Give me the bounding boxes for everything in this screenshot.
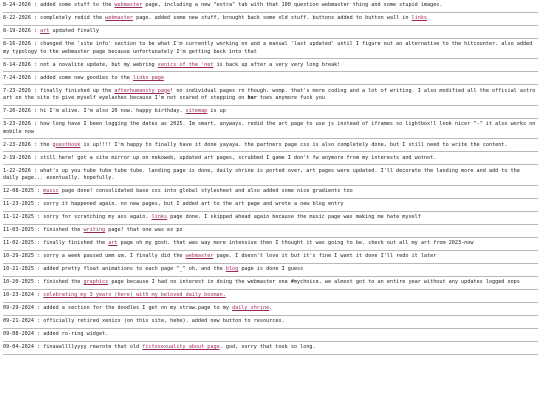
log-entry xyxy=(3,329,538,342)
log-entry xyxy=(3,119,538,139)
log-entry-link[interactable]: art xyxy=(40,28,50,35)
log-entry-text: 3-23-2026 : how long have I been logging the dates as 2025. Im smart. anyways. redid the art page to use js instead of iframes so lightbox!l look nicer ^-^ it also works on mobile now xyxy=(3,121,539,135)
log-entry xyxy=(3,199,538,212)
log-entry xyxy=(3,13,538,26)
log-entry-link[interactable]: writing xyxy=(83,226,106,233)
log-entry xyxy=(3,316,538,329)
log-entry-text: 8-24-2026 : added some stuff to the xyxy=(3,2,115,9)
log-entry-text: 8-22-2026 : completely redid the xyxy=(3,15,106,22)
log-entry-link[interactable]: webmaster xyxy=(105,15,133,22)
log-entry-text: page oh my gosh. that was way more intensive then I thought it was going to be. check out all my art from 2023-now xyxy=(117,239,474,246)
log-entry-link[interactable]: daily shrine xyxy=(232,304,270,311)
log-entry-text: is up!!!! I'm happy to finally have it done yayaya. the partners page css is also completely done, but I still need to write the content. xyxy=(80,141,508,148)
log-entry-text: page. I doesn't love it but it's fine I want it done I'll redo it later xyxy=(213,252,437,259)
log-entry-text: 10-20-2025 : finished the xyxy=(3,278,84,285)
log-entry xyxy=(3,342,538,355)
log-entry xyxy=(3,106,538,119)
log-entry-link[interactable]: fictosexuality about page xyxy=(142,343,220,350)
log-entry-text: 09-04-2024 : finaaallllyyyy rewrote that old xyxy=(3,343,143,350)
log-entry-text: page! that one was ez pz xyxy=(105,226,183,233)
log-entry-link[interactable]: links page xyxy=(133,74,164,81)
log-entry-text: 11-03-2025 : finished the xyxy=(3,226,84,233)
log-entry xyxy=(3,72,538,85)
log-entry-link[interactable]: art xyxy=(108,239,118,246)
log-entry-text: is up xyxy=(207,108,226,115)
log-entry-text: 8-19-2026 : xyxy=(3,28,41,35)
log-entry xyxy=(3,152,538,165)
log-entry xyxy=(3,26,538,39)
log-entry xyxy=(3,225,538,238)
log-entry-text: 7-24-2026 : added some new goodies to the xyxy=(3,74,133,81)
log-entry-text: 7-23-2026 : finally finished up the xyxy=(3,87,115,94)
log-entry-text: ! no individual pages rn though. womp. that's more coding and a lot of writing. I also modified all the official astro art on the site to give myself eyelashes because I'm not scared of stepping on xyxy=(3,87,539,102)
log-entry xyxy=(3,139,538,152)
log-entry-text: 09-21-2024 : officially retired xenics (on this site, hehe). added new button to resources. xyxy=(3,317,285,324)
log-entry xyxy=(3,277,538,290)
log-entry-text: 11-02-2025 : finally finished the xyxy=(3,239,109,246)
log-entry-link[interactable]: webmaster xyxy=(114,2,143,9)
log-entry xyxy=(3,39,538,59)
log-entry-text: . god, sorry that took so long. xyxy=(219,343,316,350)
log-entry-text: updated finally xyxy=(49,28,99,35)
log-entry-text: 11-23-2025 : sorry it happened again. no new pages, but I added art to the art page and wrote a new blog entry xyxy=(3,200,344,207)
log-entry xyxy=(3,251,538,264)
log-entry-text: page. added some new stuff, brought back some old stuff. buttons added to button wall in xyxy=(133,15,412,22)
log-entry-text: 10-21-2025 : added pretty float animations to each page ^_^ oh, and the xyxy=(3,265,226,272)
log-entry-link[interactable]: links xyxy=(411,15,428,22)
log-entry-link[interactable]: blog xyxy=(225,265,239,272)
log-entry xyxy=(3,264,538,277)
log-entry xyxy=(3,0,538,13)
log-entry-text: 10-29-2025 : sorry a week passed umm um. I finally did the xyxy=(3,252,186,259)
log-entry-link[interactable]: music xyxy=(43,188,59,194)
log-entry xyxy=(3,59,538,72)
log-entry-text: 09-08-2024 : added ro-ring widget. xyxy=(3,330,109,337)
log-entry-text: 1-22-2026 : what's up you tube tube tube tube. landing page is done, daily shrine is ported over, art pages were updated. I'll decorate the landing more and add to the daily page... eventually. hopefully. xyxy=(3,167,523,182)
log-entry xyxy=(3,303,538,316)
log-entry-text: page done. I skipped ahead again because the music page was making me hate myself xyxy=(167,213,421,220)
log-entry xyxy=(3,165,538,185)
log-entry-text: 2-23-2026 : the xyxy=(3,141,53,148)
log-entry-link[interactable]: links xyxy=(151,213,168,220)
log-entry-text: 11-12-2025 : sorry for scratching my ass again. xyxy=(3,213,152,220)
log-entry-link[interactable]: guestbook xyxy=(52,141,81,148)
log-entry-link[interactable]: xenics of the 'net xyxy=(157,61,214,68)
log-entry-link[interactable]: webmaster xyxy=(185,252,214,259)
log-entry xyxy=(3,238,538,251)
log-entry-text: her xyxy=(247,95,257,102)
log-entry-text: 12-08-2025 : xyxy=(3,188,44,194)
log-entry-text: page because I had no interest in doing the webmaster one #mychoice. we almost got to an entire year without any updates logged oops xyxy=(108,278,520,285)
log-entry-text: 2-19-2026 : still here! got a site mirror up on nekoweb, updated art pages, scrubbed I game I don't fw anymore from my interests and wotnot. xyxy=(3,154,437,161)
log-entry xyxy=(3,290,538,303)
log-entry xyxy=(3,85,538,105)
log-entry-link[interactable]: celebrating my 3 years (here) with my beloved daily boxman. xyxy=(43,291,226,298)
log-entry-text: . xyxy=(269,304,273,311)
log-entry-link[interactable]: graphics xyxy=(83,278,109,285)
log-entry-text: 8-16-2026 : changed the 'site info' section to be what I'm currently working on and a manual 'last updated' until I figure out an alternative to the hitcounter. also added my typology to the webmaster page because unfortunately I'm getting back into that xyxy=(3,41,536,55)
log-entry-link[interactable]: sitemap xyxy=(185,108,208,115)
log-entry-text: 8-14-2026 : not a novalite update, but my webring xyxy=(3,61,158,68)
log-entry-text: toes anymore fuck you xyxy=(256,95,325,102)
log-entry-text: 09-29-2024 : added a section for the doodles I get on my straw.page to my xyxy=(3,304,233,311)
log-entry-text: 7-20-2026 : hi I'm alive. I'm also 20 now. happy birthday. xyxy=(3,108,186,115)
log-entry-text: page, including a new "extra" tab with that 100 question webmaster thing and some stupid images. xyxy=(142,2,443,9)
log-entry-text: page done! consolidated base css into global stylesheet and also added some nice gradients too xyxy=(58,188,353,194)
log-entry-text: is back up after a very very long break! xyxy=(213,61,341,68)
log-entry-link[interactable]: afterhumanity page xyxy=(114,87,171,94)
log-entry-text: page is done I guess xyxy=(238,265,304,272)
log-entry-text: 10-23-2024 : xyxy=(3,291,44,298)
log-entry xyxy=(3,186,538,199)
log-entry xyxy=(3,212,538,225)
